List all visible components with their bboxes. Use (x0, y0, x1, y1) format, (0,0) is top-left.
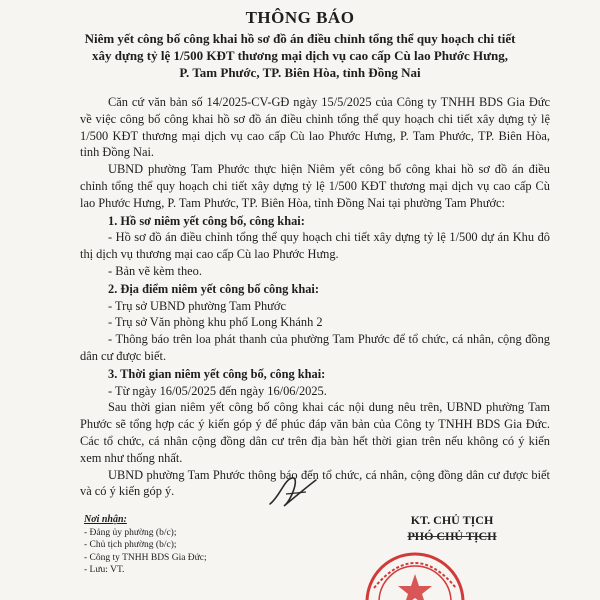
document-title: THÔNG BÁO (245, 8, 355, 27)
section-heading-2: 2. Địa điểm niêm yết công bố công khai: (108, 281, 319, 296)
paragraph-basis: Căn cứ văn bản số 14/2025-CV-GĐ ngày 15/5/2025 của Công ty TNHH BDS Gia Đức về việc công bố công khai hồ sơ đồ án điều chỉnh tổng thể quy hoạch chi tiết xây dựng tỷ lệ 1/500 KĐT thương mại dịch vụ cao cấp Cù lao Phước Hưng, P. Tam Phước, TP. Biên Hòa, tỉnh Đồng Nai. (80, 95, 551, 160)
section-2-item: - Trụ sở Văn phòng khu phố Long Khánh 2 (108, 315, 323, 330)
recipient-item: - Chủ tịch phường (b/c); (84, 540, 177, 551)
recipient-item: - Đảng ủy phường (b/c); (84, 527, 177, 538)
recipient-item: - Lưu: VT. (84, 565, 125, 576)
subtitle-line: Niêm yết công bố công khai hồ sơ đồ án điều chỉnh tổng thể quy hoạch chi tiết (84, 31, 516, 46)
section-1-item: - Hồ sơ đồ án điều chỉnh tổng thể quy hoạch chi tiết xây dựng tỷ lệ 1/500 dự án Khu đô thị dịch vụ thương mại cao cấp Cù lao Phước Hưng. (80, 230, 550, 262)
paragraph-followup: Sau thời gian niêm yết công bố công khai các nội dung nêu trên, UBND phường Tam Phước sẽ tổng hợp các ý kiến góp ý để phúc đáp văn bản của Công ty TNHH BDS Gia Đức. Các tổ chức, cá nhân cộng đồng dân cư trên địa bàn hết thời gian trên nếu không có ý kiến xem như thống nhất. (80, 400, 550, 465)
handwritten-signature (262, 466, 332, 516)
signer-position: PHÓ CHỦ TỊCH (407, 529, 497, 543)
recipient-item: - Công ty TNHH BDS Gia Đức; (84, 552, 207, 563)
recipients-block (84, 514, 284, 577)
section-3-item: - Từ ngày 16/05/2025 đến ngày 16/06/2025. (108, 383, 327, 398)
document-body (80, 94, 550, 500)
paragraph-announcement: UBND phường Tam Phước thực hiện Niêm yết công bố công khai hồ sơ đồ án điều chỉnh tổng thể quy hoạch chi tiết xây dựng tỷ lệ 1/500 KĐT thương mại dịch vụ cao cấp Cù lao Phước Hưng, P. Tam Phước, TP. Biên Hòa, tỉnh Đồng Nai tại phường Tam Phước: (80, 162, 550, 210)
paragraph-closing: UBND phường Tam Phước thông báo đến tổ chức, cá nhân, cộng đồng dân cư được biết và có ý kiến góp ý. (80, 467, 550, 499)
section-heading-1: 1. Hồ sơ niêm yết công bố, công khai: (108, 213, 305, 228)
section-1-item: - Bản vẽ kèm theo. (108, 263, 202, 278)
section-2-item: - Thông báo trên loa phát thanh của phường Tam Phước để tổ chức, cá nhân, cộng đồng dân cư được biết. (80, 332, 550, 363)
recipients-title: Nơi nhận: (84, 514, 127, 525)
section-heading-3: 3. Thời gian niêm yết công bố, công khai: (108, 366, 326, 381)
document-subtitle (60, 30, 540, 81)
subtitle-line: xây dựng tỷ lệ 1/500 KĐT thương mại dịch vụ cao cấp Cù lao Phước Hưng, (92, 48, 508, 63)
signature-block (372, 512, 532, 544)
signer-title: KT. CHỦ TỊCH (410, 513, 494, 527)
subtitle-line: P. Tam Phước, TP. Biên Hòa, tỉnh Đồng Nai (179, 65, 421, 80)
section-2-item: - Trụ sở UBND phường Tam Phước (108, 298, 286, 313)
